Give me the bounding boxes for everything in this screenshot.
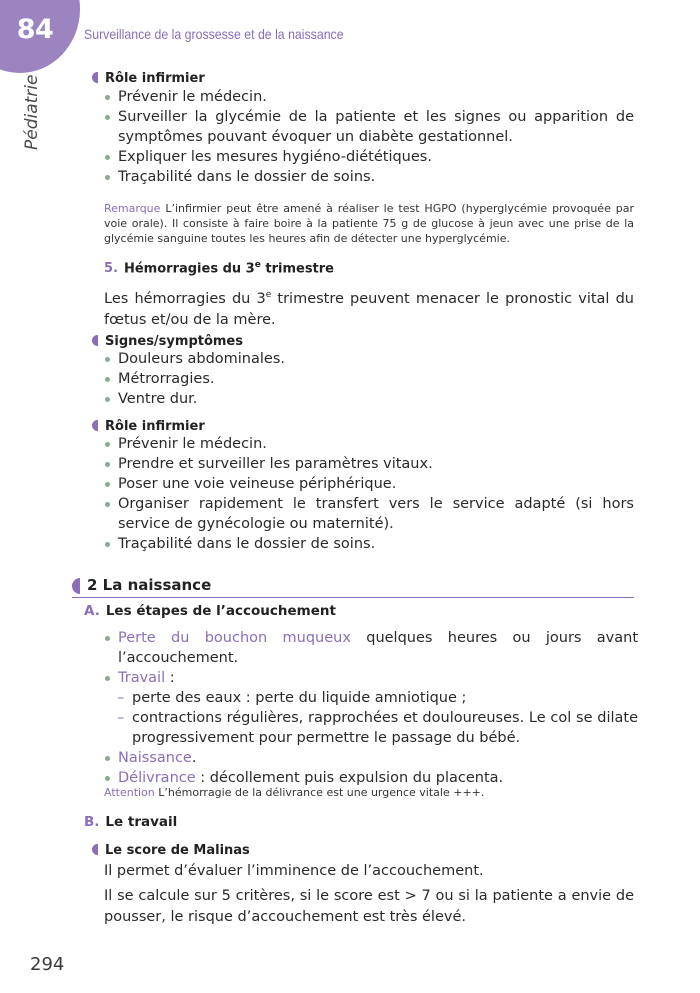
half-circle-icon [92,335,98,346]
list-item: Délivrance : décollement puis expulsion du placenta. [104,768,638,788]
list-signes [104,349,634,409]
chapter-number: 84 [16,14,54,45]
list-item: Surveiller la glycémie de la patiente et les signes ou apparition de symptômes pouvant évoquer un diabète gestationnel. [104,107,634,147]
list-item: Expliquer les mesures hygiéno-diététiques. [104,147,634,167]
list-item: Traçabilité dans le dossier de soins. [104,534,634,554]
attention-note [104,785,634,800]
malinas-paragraph-1: Il permet d’évaluer l’imminence de l’accouchement. [104,863,484,879]
half-circle-icon [92,72,98,83]
malinas-paragraph-2: Il se calcule sur 5 critères, si le score est > 7 ou si la patiente a envie de pousser, le risque d’accouchement est très élevé. [104,888,634,925]
side-label: Pédiatrie [22,74,42,150]
list-item: Travail : [104,668,638,688]
list-item: Perte du bouchon muqueux quelques heures ou jours avant l’accouchement. [104,628,638,668]
block-heading-malinas: Le score de Malinas [92,843,250,858]
page-number: 294 [30,954,65,975]
list-item: Prévenir le médecin. [104,87,634,107]
half-circle-icon [92,420,98,431]
list-role-infirmier-2 [104,434,634,554]
running-title: Surveillance de la grossesse et de la naissance [84,26,344,42]
list-etapes [104,628,638,788]
section-5-paragraph: Les hémorragies du 3e trimestre peuvent menacer le pronostic vital du fœtus et/ou de la mère. [104,290,634,328]
note-tag: Attention [104,786,155,799]
list-subitem: – contractions régulières, rapprochées et douloureuses. Le col se dilate progressivement pour permettre le passage du bébé. [104,708,638,748]
list-item: Traçabilité dans le dossier de soins. [104,167,634,187]
part-a-heading: A. Les étapes de l’accouchement [84,603,336,619]
block-heading-role-infirmier: Rôle infirmier [92,71,205,86]
list-subitem: – perte des eaux : perte du liquide amniotique ; [104,688,638,708]
note-text: L’hémorragie de la délivrance est une urgence vitale +++. [158,786,485,799]
list-item: Métrorragies. [104,369,634,389]
section-2-heading: 2 La naissance [72,574,634,598]
list-role-infirmier-1 [104,87,634,187]
list-item: Prendre et surveiller les paramètres vitaux. [104,454,634,474]
note-text: L’infirmier peut être amené à réaliser le test HGPO (hyperglycémie provoquée par voie orale). Il consiste à faire boire à la patiente 75 g de glucose à jeun avec une prise de la glycémie sanguine toutes les heures afin de détecter une hyperglycémie. [104,202,634,245]
list-item: Ventre dur. [104,389,634,409]
list-item: Prévenir le médecin. [104,434,634,454]
section-cap-icon [72,578,80,594]
list-item: Douleurs abdominales. [104,349,634,369]
list-item: Poser une voie veineuse périphérique. [104,474,634,494]
list-item: Naissance. [104,748,638,768]
block-heading-role-infirmier-2: Rôle infirmier [92,419,205,434]
remark-note [104,201,634,246]
part-b-heading: B. Le travail [84,814,178,830]
section-5-heading: 5. Hémorragies du 3e trimestre [104,260,334,277]
block-heading-signes: Signes/symptômes [92,334,243,349]
half-circle-icon [92,844,98,855]
list-item: Organiser rapidement le transfert vers le service adapté (si hors service de gynécologie ou maternité). [104,494,634,534]
note-tag: Remarque [104,202,161,215]
